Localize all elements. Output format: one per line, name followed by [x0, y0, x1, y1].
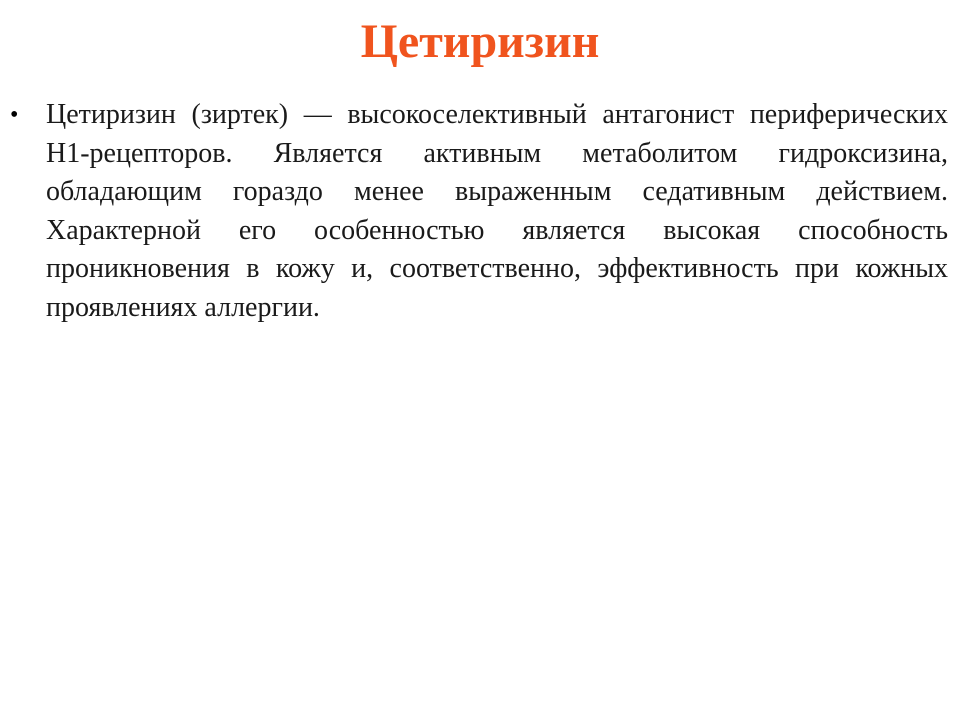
slide-title: Цетиризин	[360, 15, 600, 68]
bullet-text: Цетиризин (зиртек) — высокоселективный антагонист периферических H1-рецепторов. Является активным метаболитом гидроксизина, обладающим гораздо менее выраженным седативным действием. Характерной его особенностью является высокая способность проникновения в кожу и, соответственно, эффективность при кожных проявлениях аллергии.	[46, 99, 948, 323]
bullet-dot-icon: •	[10, 102, 19, 128]
